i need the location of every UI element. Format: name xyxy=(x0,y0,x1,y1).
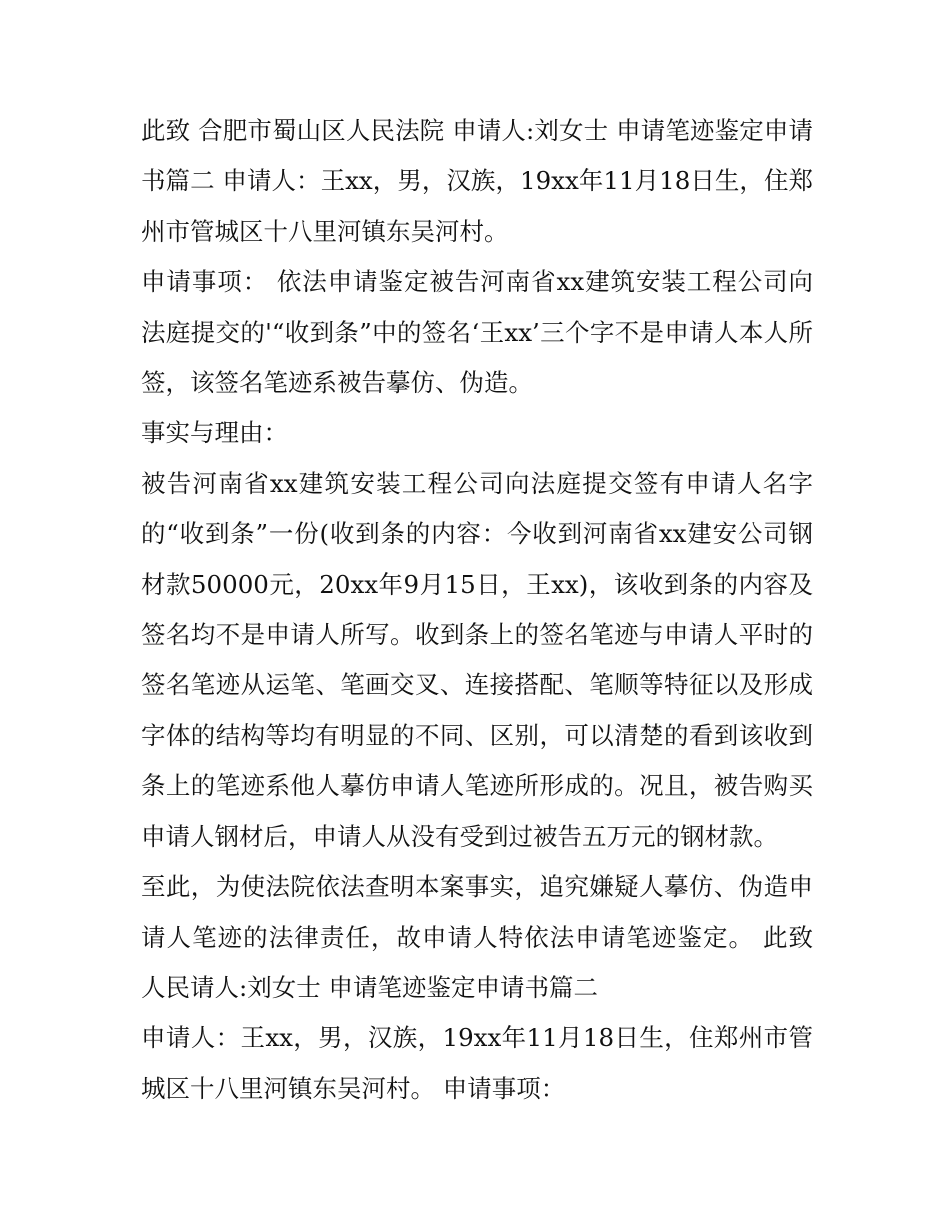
paragraph-applicant-repeat: 申请人：王xx，男，汉族，19xx年11月18日生，住郑州市管城区十八里河镇东吴河村。 申请事项： xyxy=(141,1023,813,1103)
paragraph-application-matters: 申请事项： 依法申请鉴定被告河南省xx建筑安装工程公司向法庭提交的'“收到条”中的签名‘王xx’三个字不是申请人本人所签，该签名笔迹系被告摹仿、伪造。 xyxy=(141,267,813,398)
paragraph-conclusion: 至此，为使法院依法查明本案事实，追究嫌疑人摹仿、伪造申请人笔迹的法律责任，故申请人特依法申请笔迹鉴定。 此致 人民请人:刘女士 申请笔迹鉴定申请书篇二 xyxy=(141,872,813,1002)
paragraph-salutation-applicant: 此致 合肥市蜀山区人民法院 申请人:刘女士 申请笔迹鉴定申请书篇二 申请人：王xx，男，汉族，19xx年11月18日生，住郑州市管城区十八里河镇东吴河村。 xyxy=(141,116,813,246)
paragraph-facts-body: 被告河南省xx建筑安装工程公司向法庭提交签有申请人名字的“收到条”一份(收到条的内容：今收到河南省xx建安公司钢材款50000元，20xx年9月15日，王xx)，该收到条的内容及签名均不是申请人所写。收到条上的签名笔迹与申请人平时的签名笔迹从运笔、笔画交叉、连接搭配、笔顺等特征以及形成字体的结构等均有明显的不同、区别，可以清楚的看到该收到条上的笔迹系他人摹仿申请人笔迹所形成的。况且，被告购买申请人钢材后，申请人从没有受到过被告五万元的钢材款。 xyxy=(141,468,813,851)
paragraph-facts-heading: 事实与理由： xyxy=(141,418,288,448)
document-body xyxy=(141,106,813,1114)
